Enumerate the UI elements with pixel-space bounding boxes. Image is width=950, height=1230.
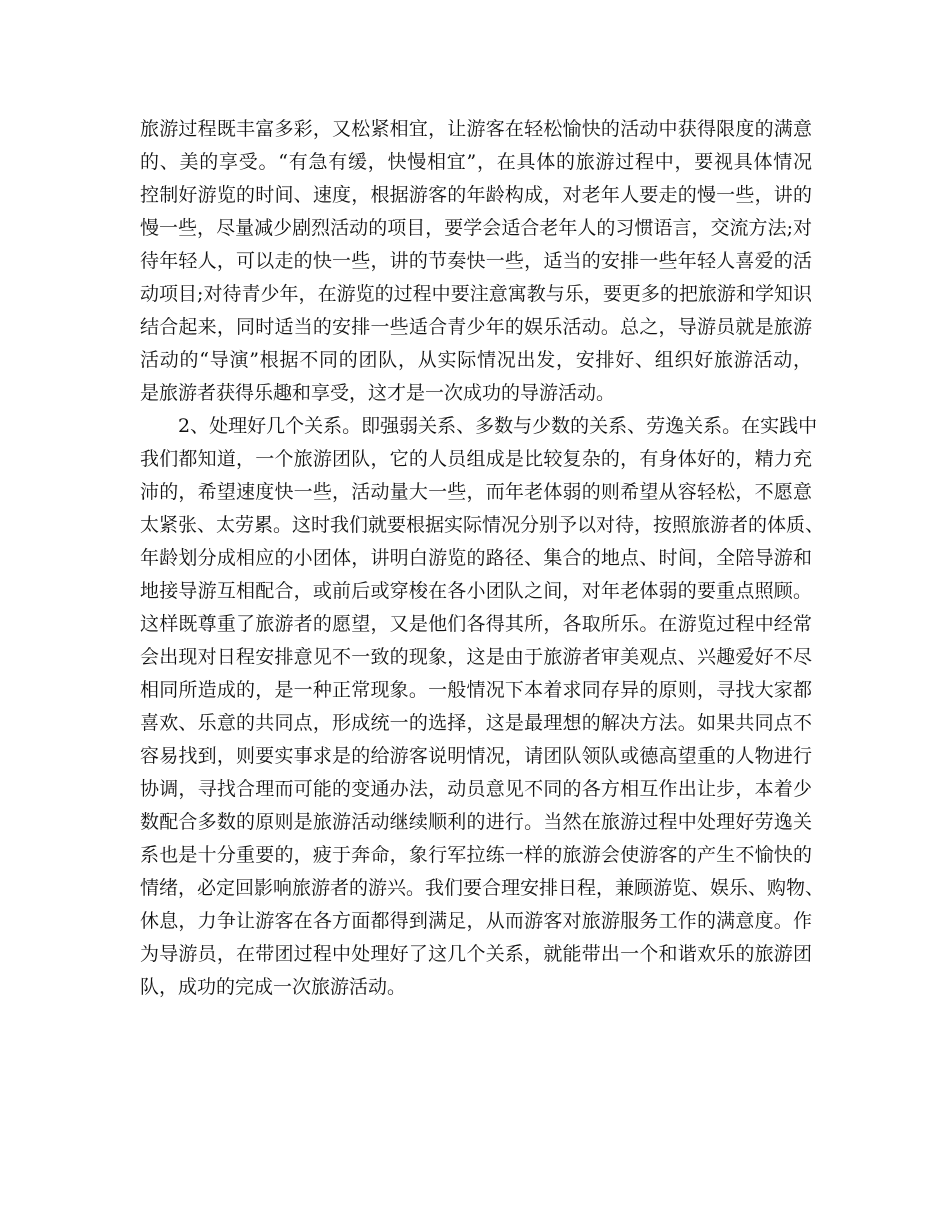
text-line: 是旅游者获得乐趣和享受，这才是一次成功的导游活动。 bbox=[140, 382, 616, 404]
text-line: 年龄划分成相应的小团体，讲明白游览的路径、集合的地点、时间，全陪导游和 bbox=[140, 547, 812, 569]
text-line: 会出现对日程安排意见不一致的现象，这是由于旅游者审美观点、兴趣爱好不尽 bbox=[140, 646, 812, 668]
text-line: 沛的，希望速度快一些，活动量大一些，而年老体弱的则希望从容轻松，不愿意 bbox=[140, 481, 812, 503]
text-line: 队，成功的完成一次旅游活动。 bbox=[140, 976, 407, 998]
paragraph-2 bbox=[140, 410, 825, 1004]
text-line: 结合起来，同时适当的安排一些适合青少年的娱乐活动。总之，导游员就是旅游 bbox=[140, 316, 812, 338]
text-line: 太紧张、太劳累。这时我们就要根据实际情况分别予以对待，按照旅游者的体质、 bbox=[140, 514, 825, 536]
text-line: 数配合多数的原则是旅游活动继续顺利的进行。当然在旅游过程中处理好劳逸关 bbox=[140, 811, 812, 833]
text-line: 喜欢、乐意的共同点，形成统一的选择，这是最理想的解决方法。如果共同点不 bbox=[140, 712, 812, 734]
paragraph-1 bbox=[140, 113, 812, 410]
text-line: 为导游员，在带团过程中处理好了这几个关系，就能带出一个和谐欢乐的旅游团 bbox=[140, 943, 812, 965]
text-line: 系也是十分重要的，疲于奔命，象行军拉练一样的旅游会使游客的产生不愉快的 bbox=[140, 844, 812, 866]
document-body bbox=[140, 113, 825, 1004]
text-line: 容易找到，则要实事求是的给游客说明情况，请团队领队或德高望重的人物进行 bbox=[140, 745, 812, 767]
text-line: 2、处理好几个关系。即强弱关系、多数与少数的关系、劳逸关系。在实践中 bbox=[140, 415, 818, 437]
text-line: 动项目;对待青少年，在游览的过程中要注意寓教与乐，要更多的把旅游和学知识 bbox=[140, 283, 812, 305]
text-line: 控制好游览的时间、速度，根据游客的年龄构成，对老年人要走的慢一些，讲的 bbox=[140, 184, 812, 206]
text-line: 休息，力争让游客在各方面都得到满足，从而游客对旅游服务工作的满意度。作 bbox=[140, 910, 812, 932]
text-line: 协调，寻找合理而可能的变通办法，动员意见不同的各方相互作出让步，本着少 bbox=[140, 778, 812, 800]
text-line: 相同所造成的，是一种正常现象。一般情况下本着求同存异的原则，寻找大家都 bbox=[140, 679, 812, 701]
text-line: 慢一些，尽量减少剧烈活动的项目，要学会适合老年人的习惯语言，交流方法;对 bbox=[140, 217, 812, 239]
text-line: 活动的“导演”根据不同的团队，从实际情况出发，安排好、组织好旅游活动， bbox=[140, 349, 812, 371]
text-line: 这样既尊重了旅游者的愿望，又是他们各得其所，各取所乐。在游览过程中经常 bbox=[140, 613, 812, 635]
text-line: 情绪，必定回影响旅游者的游兴。我们要合理安排日程，兼顾游览、娱乐、购物、 bbox=[140, 877, 825, 899]
text-line: 待年轻人，可以走的快一些，讲的节奏快一些，适当的安排一些年轻人喜爱的活 bbox=[140, 250, 812, 272]
text-line: 地接导游互相配合，或前后或穿梭在各小团队之间，对年老体弱的要重点照顾。 bbox=[140, 580, 812, 602]
text-line: 我们都知道，一个旅游团队，它的人员组成是比较复杂的，有身体好的，精力充 bbox=[140, 448, 812, 470]
text-line: 旅游过程既丰富多彩，又松紧相宜，让游客在轻松愉快的活动中获得限度的满意 bbox=[140, 118, 812, 140]
text-line: 的、美的享受。“有急有缓，快慢相宜”，在具体的旅游过程中，要视具体情况 bbox=[140, 151, 812, 173]
